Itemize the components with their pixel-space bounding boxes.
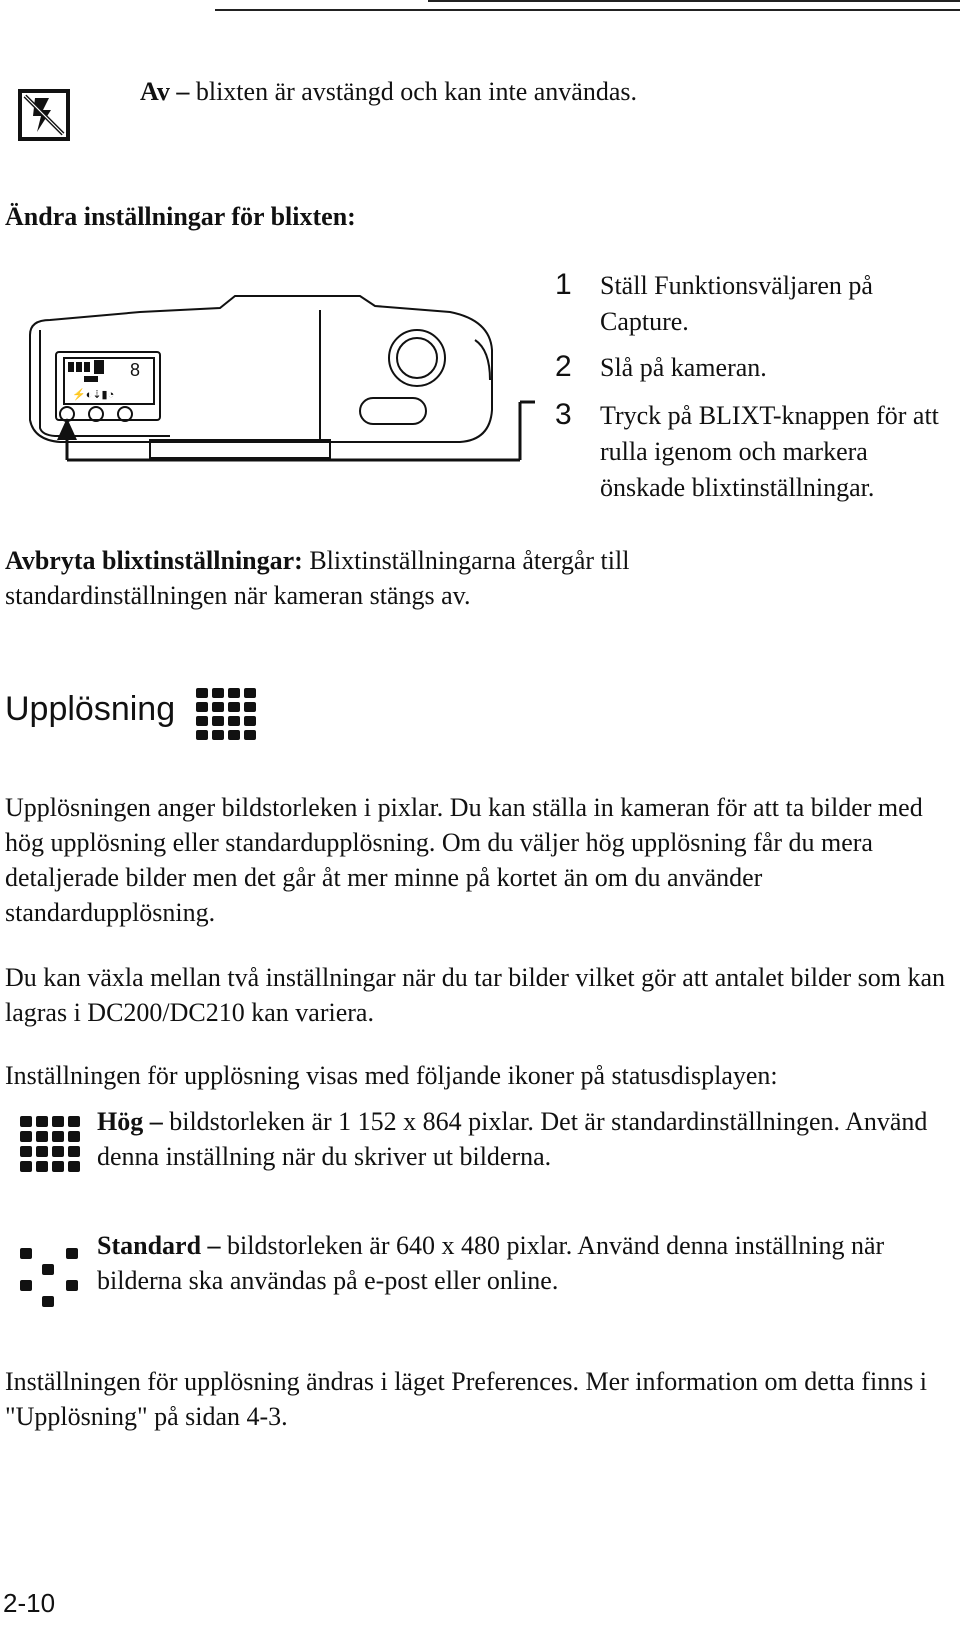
resolution-paragraph-3: Inställningen för upplösning visas med följande ikoner på statusdisplayen: xyxy=(5,1061,778,1090)
step-2-number: 2 xyxy=(555,350,572,383)
header-rule-top xyxy=(428,0,960,2)
step-1-number: 1 xyxy=(555,268,572,301)
svg-text:8: 8 xyxy=(130,360,141,380)
resolution-high-status-icon xyxy=(20,1116,82,1186)
resolution-standard-label: Standard – xyxy=(97,1231,221,1260)
flash-off-line xyxy=(140,74,637,109)
resolution-heading: Upplösning xyxy=(5,690,176,728)
flash-off-icon xyxy=(17,88,71,142)
resolution-standard-description xyxy=(97,1228,947,1298)
step-2-text: Slå på kameran. xyxy=(600,353,767,382)
resolution-standard-status-icon xyxy=(20,1246,82,1310)
resolution-high-icon xyxy=(196,688,260,744)
change-heading: Ändra inställningar för blixten: xyxy=(5,202,356,231)
resolution-paragraph-4: Inställningen för upplösning ändras i läget Preferences. Mer information om detta finns i "Upplösning" på sidan 4-3. xyxy=(5,1367,928,1431)
cancel-label: Avbryta blixtinställningar: xyxy=(5,546,303,575)
svg-text:⚡◐⇣▮◔: ⚡◐⇣▮◔ xyxy=(72,389,115,401)
cancel-text: Blixtinställningarna återgår till standardinställningen när kameran stängs av. xyxy=(5,546,630,610)
step-1-text: Ställ Funktionsväljaren på Capture. xyxy=(600,271,873,336)
page-number: 2-10 xyxy=(3,1588,56,1618)
resolution-high-label: Hög – xyxy=(97,1107,163,1136)
flash-off-text: blixten är avstängd och kan inte användas. xyxy=(189,77,637,106)
flash-off-label: Av – xyxy=(140,77,190,106)
resolution-paragraph-1: Upplösningen anger bildstorleken i pixlar. Du kan ställa in kameran för att ta bilder med hög upplösning eller standardupplösning. Om du väljer hög upplösning får du mera detaljerade bilder men det går åt mer minne på kortet än om du använder standardupplösning. xyxy=(5,793,923,927)
resolution-high-text: bildstorleken är 1 152 x 864 pixlar. Det är standardinställningen. Använd denna inställning när du skriver ut bilderna. xyxy=(97,1107,928,1171)
header-rule xyxy=(215,9,960,11)
camera-illustration xyxy=(20,290,540,490)
resolution-standard-text: bildstorleken är 640 x 480 pixlar. Använd denna inställning när bilderna ska användas på e-post eller online. xyxy=(97,1231,885,1295)
resolution-paragraph-2: Du kan växla mellan två inställningar när du tar bilder vilket gör att antalet bilder som kan lagras i DC200/DC210 kan variera. xyxy=(5,963,946,1027)
step-3-number: 3 xyxy=(555,398,572,431)
cancel-paragraph xyxy=(5,543,705,613)
resolution-high-description xyxy=(97,1104,947,1174)
step-3-text: Tryck på BLIXT-knappen för att rulla igenom och markera önskade blixtinställningar. xyxy=(600,401,939,502)
